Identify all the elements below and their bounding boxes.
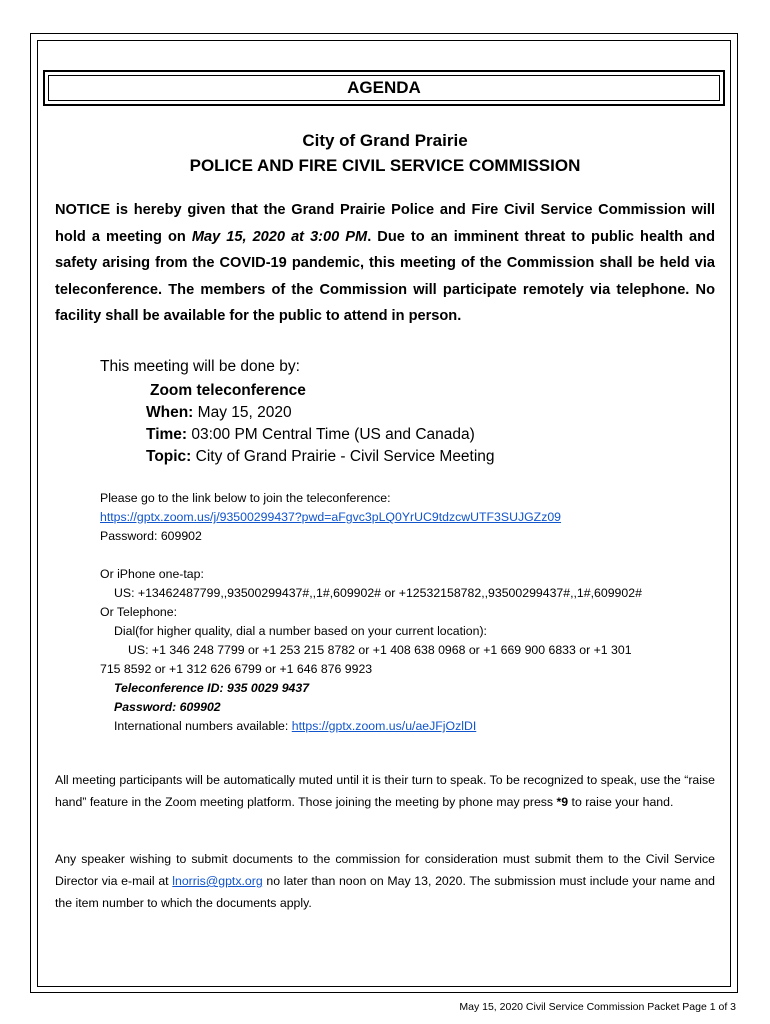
- participants-paragraph: All meeting participants will be automatically muted until it is their turn to speak. To be recognized to speak, use the “raise hand” feature in the Zoom meeting platform. Those joining the meeting by phone may press *9 to raise your hand.: [55, 773, 715, 809]
- meeting-time: Time: 03:00 PM Central Time (US and Canada): [146, 426, 475, 443]
- meeting-method: Zoom teleconference: [150, 382, 306, 399]
- us-numbers-line1: US: +1 346 248 7799 or +1 253 215 8782 or +1 408 638 0968 or +1 669 900 6833 or +1 301: [128, 643, 632, 657]
- phone-section: [100, 565, 720, 736]
- agenda-heading: AGENDA: [48, 75, 720, 101]
- dial-instruction: Dial(for higher quality, dial a number based on your current location):: [114, 624, 487, 638]
- city-title: City of Grand Prairie: [302, 131, 468, 150]
- join-section: [100, 489, 561, 546]
- agenda-header-box: [43, 70, 725, 106]
- phone-password: Password: 609902: [114, 700, 221, 714]
- meeting-details: [146, 380, 495, 468]
- teleconference-id: Teleconference ID: 935 0029 9437: [114, 681, 310, 695]
- zoom-meeting-link[interactable]: https://gptx.zoom.us/j/93500299437?pwd=aFgvc3pLQ0YrUC9tdzcwUTF3SUJGZz09: [100, 510, 562, 524]
- meeting-topic: Topic: City of Grand Prairie - Civil Service Meeting: [146, 448, 495, 465]
- us-numbers-line2: 715 8592 or +1 312 626 6799 or +1 646 876 9923: [100, 662, 373, 676]
- page-footer: May 15, 2020 Civil Service Commission Packet Page 1 of 3: [459, 1001, 736, 1013]
- commission-title: POLICE AND FIRE CIVIL SERVICE COMMISSION: [189, 156, 581, 175]
- meeting-intro: This meeting will be done by:: [100, 358, 300, 375]
- notice-paragraph: [55, 197, 715, 330]
- raise-hand-key: *9: [556, 795, 569, 809]
- meeting-when: When: May 15, 2020: [146, 404, 292, 421]
- email-link[interactable]: lnorris@gptx.org: [172, 874, 263, 888]
- iphone-label: Or iPhone one-tap:: [100, 567, 204, 581]
- international-numbers-link[interactable]: https://gptx.zoom.us/u/aeJFjOzlDI: [291, 719, 477, 733]
- telephone-label: Or Telephone:: [100, 605, 178, 619]
- international-numbers: International numbers available: https://gptx.zoom.us/u/aeJFjOzlDI: [114, 719, 477, 733]
- notice-text-start: NOTICE is hereby given that the Grand Prairie Police and Fire Civil Service Commission will hold a meeting on: [55, 202, 715, 245]
- join-instruction: Please go to the link below to join the teleconference:: [100, 491, 391, 505]
- iphone-numbers: US: +13462487799,,93500299437#,,1#,609902# or +12532158782,,93500299437#,,1#,609902#: [114, 586, 642, 600]
- notice-date-time: May 15, 2020 at 3:00 PM: [191, 228, 368, 245]
- join-password: Password: 609902: [100, 529, 202, 543]
- notice-text-end: . Due to an imminent threat to public health and safety arising from the COVID-19 pandemic, this meeting of the Commission shall be held via teleconference. The members of the Commission will participate remotely via telephone. No facility shall be available for the public to attend in person.: [55, 228, 715, 324]
- submission-paragraph: Any speaker wishing to submit documents to the commission for consideration must submit them to the Civil Service Director via e-mail at lnorris@gptx.org no later than noon on May 13, 2020. The submission must include your name and the item number to which the documents apply.: [55, 852, 715, 910]
